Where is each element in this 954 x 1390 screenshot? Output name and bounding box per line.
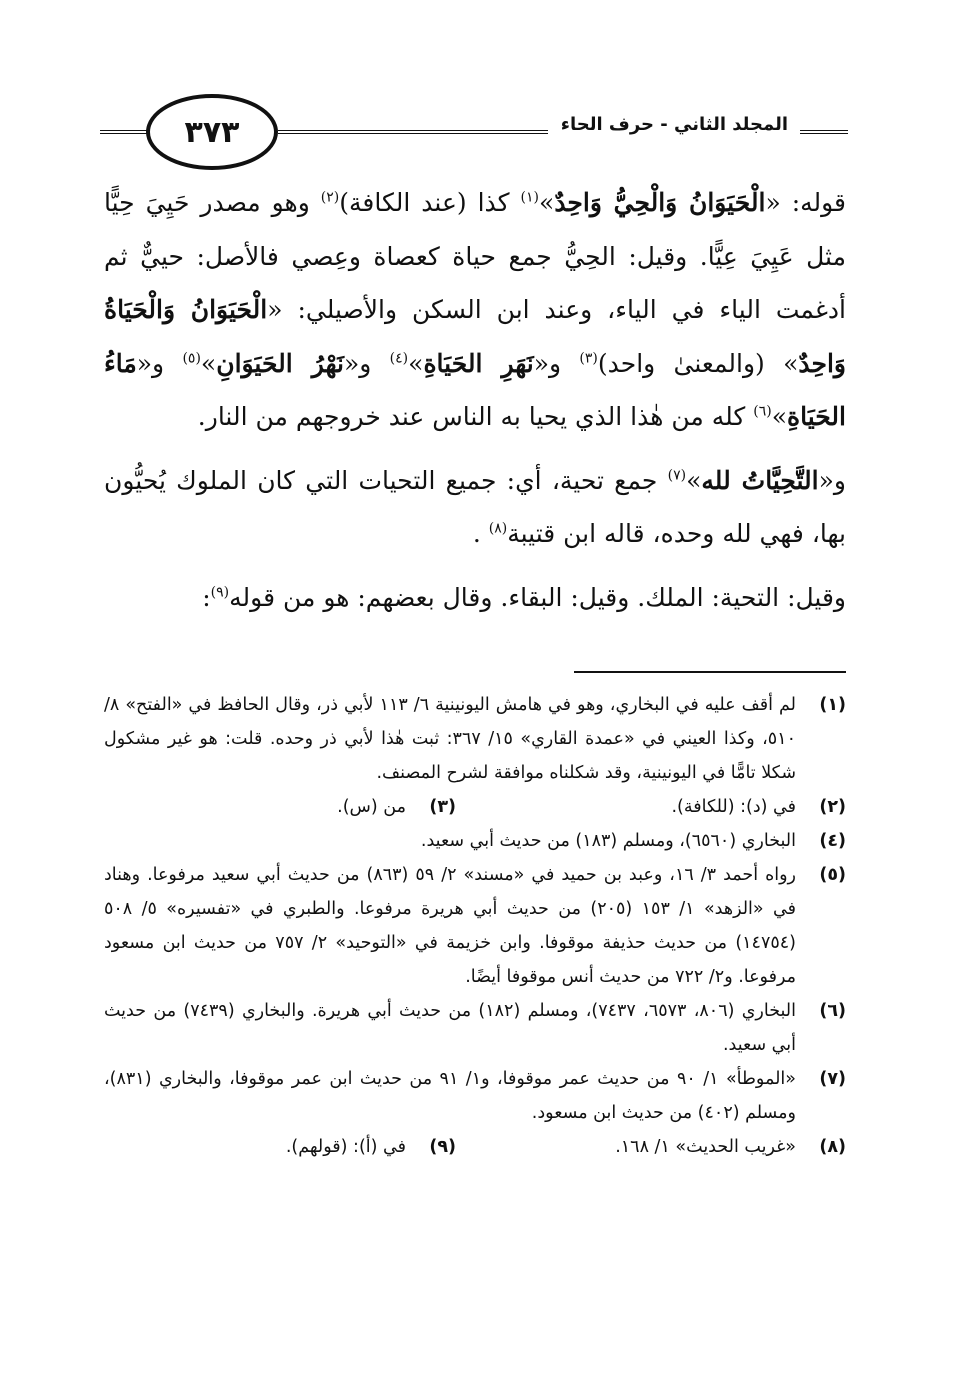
text-span: . [472,519,489,548]
footnote-ref: (٣) [579,350,598,367]
text-span: » [408,348,424,378]
text-span: و« [533,348,580,378]
footnote-number: (٦) [819,1001,846,1021]
hadith-phrase: التَّحِيَّاتُ لله [701,465,819,495]
footnote-text: رواه أحمد ٣/ ١٦، وعبد بن حميد في «مسند» ٢/ ٥٩ (٨٦٣) من حديث أبي سعيد مرفوعا. وهناد في «الزهد» ١/ ١٥٣ (٢٠٥) من حديث أبي هريرة مرفوعا. والطبري في «تفسيره» ٥/ ٥٠٨ (١٤٧٥٤) من حديث حذيفة موقوفا. وابن خزيمة في «التوحيد» ٢/ ٧٥٧ من حديث ابن مسعود مرفوعا. و٢/ ٧٢٢ من حديث أنس موقوفا أيضًا. [104,865,796,987]
text-span: و« [818,465,846,495]
footnote-ref: (١) [520,189,540,206]
text-span: و« [136,348,183,378]
text-span: » [771,402,788,431]
footnote-5 [104,858,846,994]
hadith-phrase: نَهْرُ الحَيَوَانِ [216,348,344,378]
footnote-text: البخاري (٦٥٦٠)، ومسلم (١٨٣) من حديث أبي سعيد. [420,831,796,851]
footnote-number: (١) [819,695,846,715]
paragraph-2 [104,454,846,561]
footnote-2 [456,790,846,824]
hadith-phrase: الْحَيَوَانُ وَالْحِيُّ وَاحِدٌ [554,188,766,217]
footnote-number: (٢) [819,797,846,817]
footnotes [104,688,846,1164]
footnote-text: من (س). [337,797,406,817]
footnote-8 [456,1130,846,1164]
footnote-text: في (د): (للكافة). [671,797,796,817]
footnote-text: «الموطأ» ١/ ٩٠ من حديث عمر موقوفا، و١/ ٩١ من حديث ابن عمر موقوفا، والبخاري (٨٣١)، ومسلم (٤٠٢) من حديث ابن مسعود. [104,1069,796,1123]
footnote-ref: (٥) [182,350,201,367]
paragraph-3 [104,571,846,625]
text-span: و« [344,348,390,378]
footnote-ref: (٢) [320,189,340,206]
page-header [100,92,848,172]
footnote-7 [104,1062,846,1130]
text-span: » [200,348,217,378]
footnote-number: (٤) [819,831,846,851]
hadith-phrase: الْحَيَوَانُ وَالْحَيَاةُ وَاحِدٌ [104,295,846,378]
footnote-separator [574,671,846,673]
footnote-ref: (٦) [753,403,772,420]
footnote-ref: (٩) [210,584,230,601]
running-title: المجلد الثاني - حرف الحاء [560,114,788,135]
header-rule-right [800,130,848,140]
footnote-4 [104,824,846,858]
text-span: » [686,465,702,495]
footnote-row-8-9 [104,1130,846,1164]
footnote-number: (٥) [819,865,846,885]
hadith-phrase: نَهَرِ الحَيَاةِ [423,348,534,378]
footnote-3 [337,790,456,824]
footnote-6 [104,994,846,1062]
text-span: وقيل: التحية: الملك. وقيل: البقاء. وقال بعضهم: هو من قوله [229,582,846,612]
main-text [104,176,846,624]
footnote-text: البخاري (٨٠٦، ٦٥٧٣، ٧٤٣٧)، ومسلم (١٨٢) من حديث أبي هريرة. والبخاري (٧٤٣٩) من حديث أبي سعيد. [104,1001,796,1055]
text-span: » (والمعنىٰ واحد) [597,348,799,378]
text-span: جمع تحية، أي: جميع التحيات التي كان الملوك يُحيُّون بها، فهي لله وحده، قاله ابن قتيبة [104,465,846,548]
footnote-1 [104,688,846,790]
text-span: قوله: « [765,188,847,217]
text-span: : [202,582,211,612]
footnote-number: (٨) [819,1137,846,1157]
footnote-text: «غريب الحديث» ١/ ١٦٨. [615,1137,796,1157]
page-number: ٣٧٣ [184,114,240,150]
footnote-ref: (٨) [488,520,508,537]
footnote-number: (٧) [819,1069,846,1089]
hadith-phrase: مَاءُ الحَيَاةِ [104,348,846,431]
text-span: كله من هٰذا الذي يحيا به الناس عند خروجهم من النار. [197,402,754,431]
paragraph-1 [104,176,846,444]
page-number-oval [146,94,278,170]
footnote-text: لم أقف عليه في البخاري، وهو في هامش اليونينية ٦/ ١١٣ لأبي ذر، وقال الحافظ في «الفتح» ٨/ ٥١٠، وكذا العيني في «عمدة القاري» ١٥/ ٣٦٧: ثبت هٰذا لأبي ذر وحده. قلت: هو غير مشكول شكلا تامًّا في اليونينية، وقد شكلناه موافقة لشرح المصنف. [104,695,797,783]
header-rule-middle [278,130,548,140]
text-span: » [539,188,555,217]
footnote-row-2-3 [104,790,846,824]
footnote-text: في (أ): (قولهم). [285,1137,406,1157]
footnote-9 [286,1130,456,1164]
footnote-number: (٩) [429,1137,456,1157]
text-span: كذا (عند الكافة) [339,188,521,217]
text-span: وهو مصدر حَيِيَ حِيًّا مثل عَيِيَ عِيًّا. وقيل: الحِيُّ جمع حياة كعصاة وعِصي فالأصل: حييٌّ ثم أدغمت الياء في الياء، وعند ابن السكن والأصيلي: « [104,188,847,324]
footnote-ref: (٧) [667,467,687,484]
footnote-ref: (٤) [389,350,409,367]
footnote-number: (٣) [429,797,456,817]
